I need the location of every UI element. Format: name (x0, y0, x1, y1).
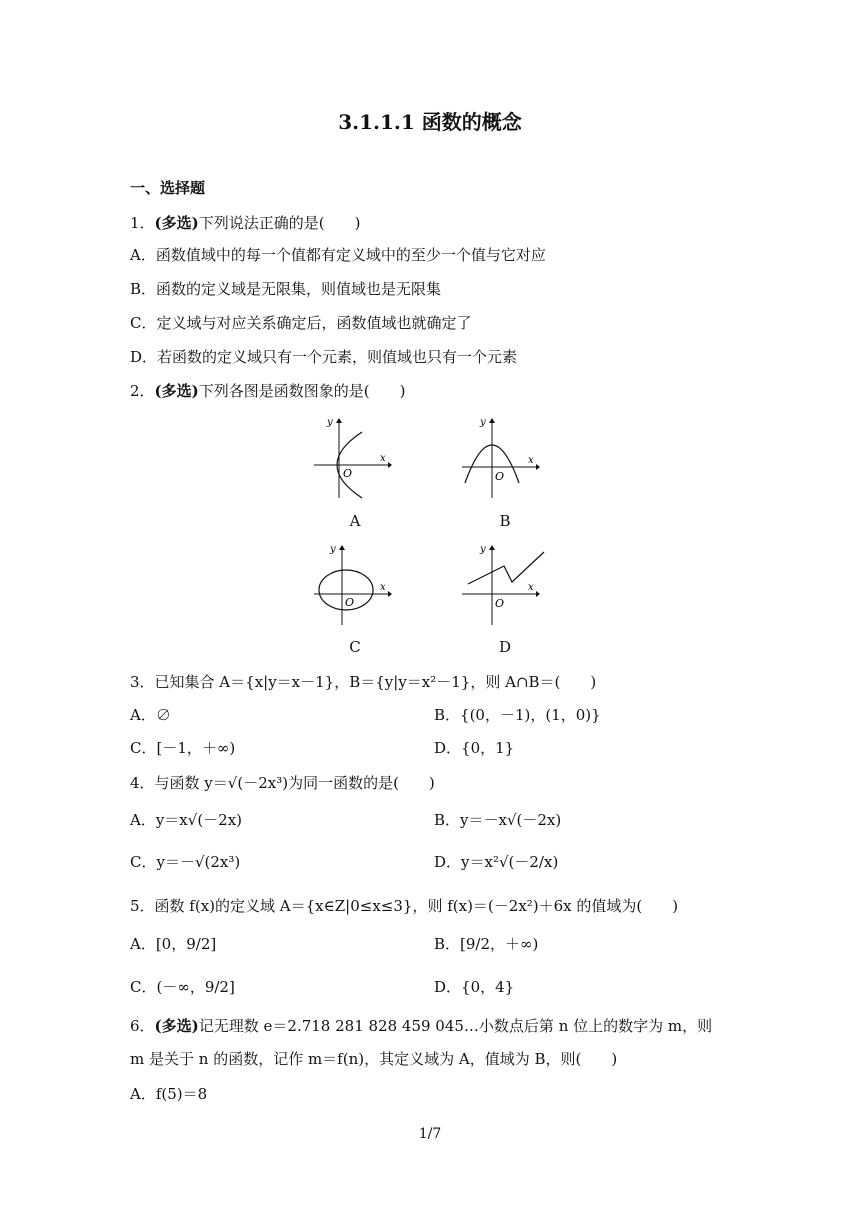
page-number: 1/7 (418, 1126, 442, 1142)
q1-option-b: B．函数的定义域是无限集，则值域也是无限集 (130, 280, 442, 298)
page-title: 3.1.1.1 函数的概念 (338, 110, 522, 134)
q3-option-c: C．[－1，＋∞) (130, 739, 236, 757)
q1-option-a: A．函数值域中的每一个值都有定义域中的至少一个值与它对应 (130, 246, 546, 264)
y-axis-label: y (327, 417, 333, 428)
x-axis-label: x (528, 582, 534, 593)
q4-option-d: D．y＝x²√(－2/x) (434, 853, 559, 871)
graph-d-polyline (460, 542, 548, 627)
question-6-stem-line2: m 是关于 n 的函数，记作 m＝f(n)，其定义域为 A，值域为 B，则( ) (130, 1050, 618, 1068)
origin-label: O (343, 467, 353, 480)
origin-label: O (345, 596, 355, 609)
section-heading: 一、选择题 (130, 179, 206, 197)
graph-d-label: D (498, 638, 512, 656)
graph-a-label: A (349, 512, 361, 530)
x-axis-label: x (528, 455, 534, 466)
q5-option-a: A．[0，9/2] (130, 935, 217, 953)
q5-option-c: C．(－∞，9/2] (130, 978, 235, 996)
question-text: 下列各图是函数图象的是( ) (198, 382, 406, 400)
q4-option-a: A．y＝x√(－2x) (130, 811, 243, 829)
question-5-stem: 5．函数 f(x)的定义域 A＝{x∈Z|0≤x≤3}，则 f(x)＝(－2x²)＋6x 的值域为( ) (130, 897, 679, 915)
question-number: 1． (130, 214, 155, 232)
q5-option-b: B．[9/2，＋∞) (434, 935, 539, 953)
q3-option-a: A．∅ (130, 706, 171, 724)
q4-option-b: B．y＝－x√(－2x) (434, 811, 562, 829)
multi-select-tag: (多选) (154, 214, 199, 232)
question-2-stem (130, 381, 405, 401)
y-axis-label: y (480, 544, 486, 555)
question-number: 2． (130, 382, 155, 400)
q5-option-d: D．{0，4} (434, 978, 515, 996)
y-axis-label: y (480, 417, 486, 428)
graph-b-downward-parabola (460, 415, 540, 500)
question-4-stem: 4．与函数 y＝√(－2x³)为同一函数的是( ) (130, 774, 435, 792)
y-axis-label: y (330, 544, 336, 555)
graph-a-sideways-parabola (312, 415, 392, 500)
x-axis-label: x (380, 582, 386, 593)
graph-c-label: C (349, 638, 361, 656)
question-3-stem: 3．已知集合 A＝{x|y＝x－1}，B＝{y|y＝x²－1}，则 A∩B＝( ) (130, 673, 597, 691)
q3-option-b: B．{(0，－1)，(1，0)} (434, 706, 601, 724)
q6-option-a: A．f(5)＝8 (130, 1085, 208, 1103)
question-number: 6． (130, 1017, 155, 1035)
graph-b-label: B (499, 512, 511, 530)
multi-select-tag: (多选) (154, 1017, 199, 1035)
question-text: 下列说法正确的是( ) (198, 214, 361, 232)
q3-option-d: D．{0，1} (434, 739, 515, 757)
q4-option-c: C．y＝－√(2x³) (130, 853, 241, 871)
q1-option-c: C．定义域与对应关系确定后，函数值域也就确定了 (130, 314, 472, 332)
origin-label: O (495, 597, 505, 610)
x-axis-label: x (380, 453, 386, 464)
question-6-stem (130, 1016, 712, 1036)
question-text: 记无理数 e＝2.718 281 828 459 045…小数点后第 n 位上的数字为 m，则 (198, 1017, 713, 1035)
origin-label: O (495, 470, 505, 483)
graph-c-ellipse (312, 542, 392, 627)
multi-select-tag: (多选) (154, 382, 199, 400)
question-1-stem (130, 213, 360, 233)
q1-option-d: D．若函数的定义域只有一个元素，则值域也只有一个元素 (130, 348, 518, 366)
